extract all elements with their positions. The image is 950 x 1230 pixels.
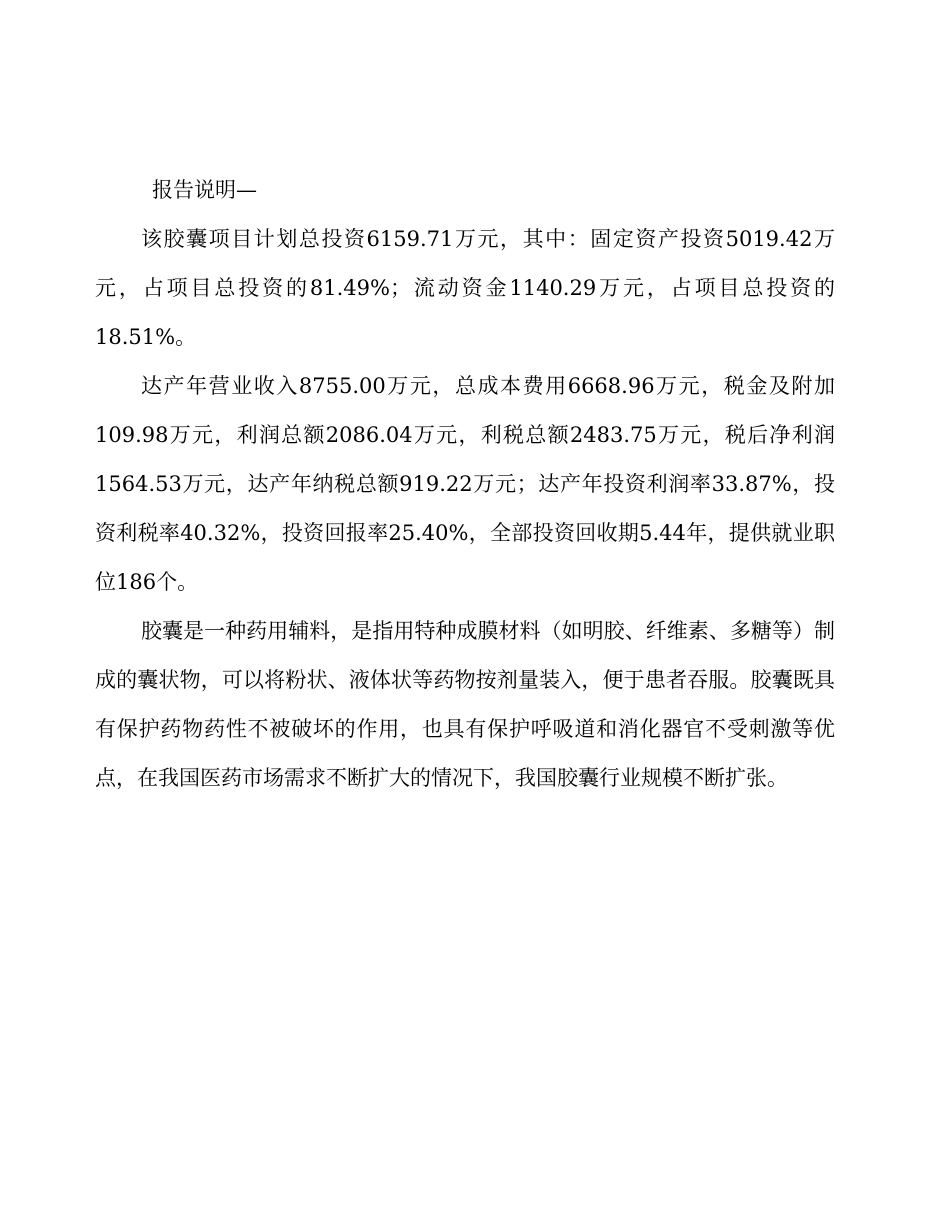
paragraph-investment: 该胶囊项目计划总投资6159.71万元，其中：固定资产投资5019.42万元，占项目总投资的81.49%；流动资金1140.29万元，占项目总投资的18.51%。	[95, 227, 835, 349]
document-body	[95, 166, 835, 803]
paragraph-financials: 达产年营业收入8755.00万元，总成本费用6668.96万元，税金及附加109.98万元，利润总额2086.04万元，利税总额2483.75万元，税后净利润1564.53万元，达产年纳税总额919.22万元；达产年投资利润率33.87%，投资利税率40.32%，投资回报率25.40%，全部投资回收期5.44年，提供就业职位186个。	[95, 374, 835, 594]
paragraph-industry: 胶囊是一种药用辅料，是指用特种成膜材料（如明胶、纤维素、多糖等）制成的囊状物，可以将粉状、液体状等药物按剂量装入，便于患者吞服。胶囊既具有保护药物药性不被破坏的作用，也具有保护呼吸道和消化器官不受刺激等优点，在我国医药市场需求不断扩大的情况下，我国胶囊行业规模不断扩张。	[95, 619, 835, 790]
section-heading: 报告说明—	[152, 178, 257, 202]
